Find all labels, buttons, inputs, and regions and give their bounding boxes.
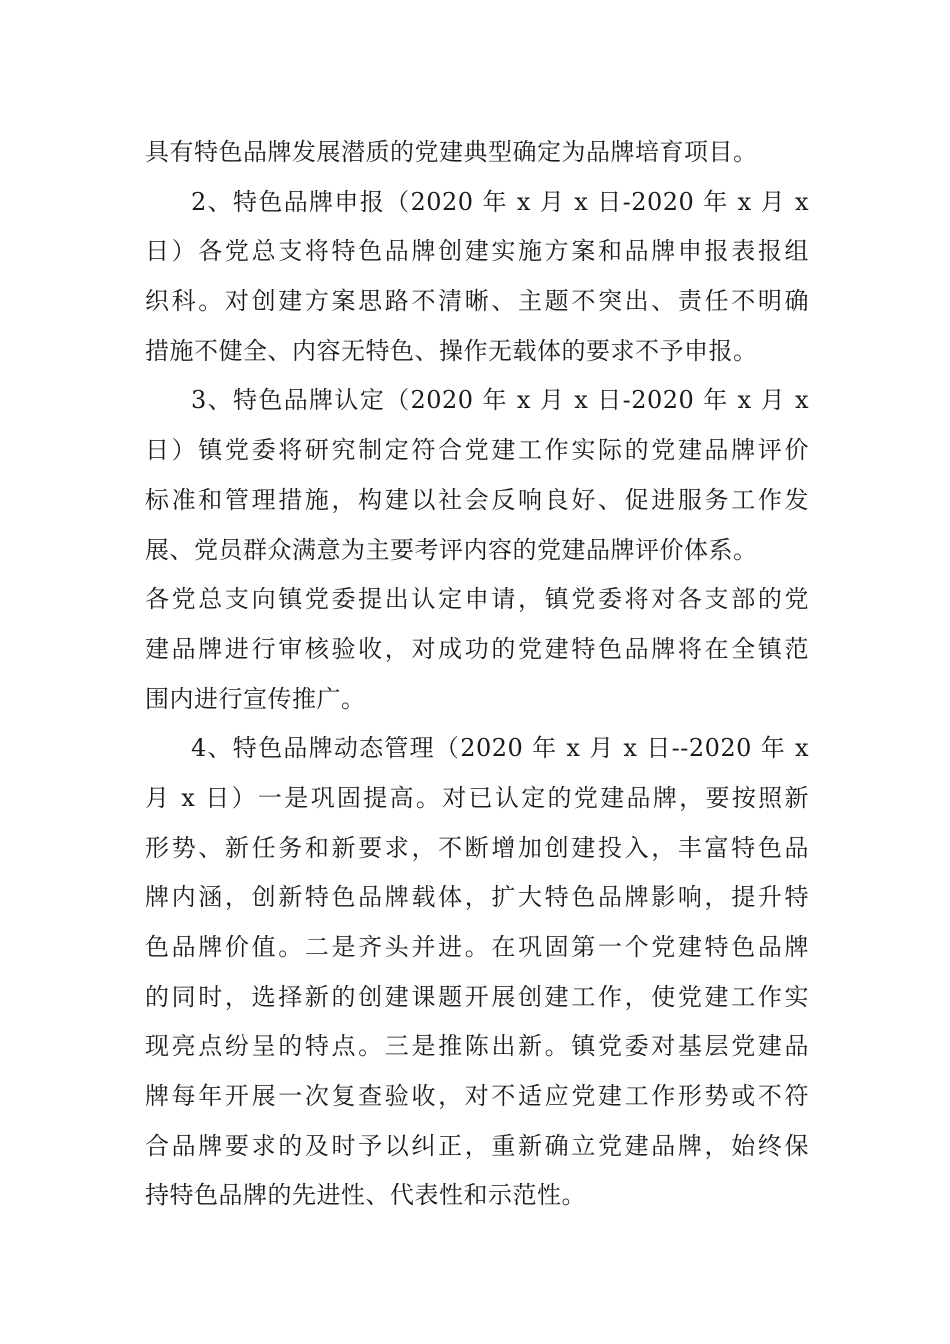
- text-line: 的同时，选择新的创建课题开展创建工作，使党建工作实: [145, 982, 809, 1011]
- text-line: 色品牌价值。二是齐头并进。在巩固第一个党建特色品牌: [145, 933, 809, 961]
- document-page: [145, 128, 809, 1221]
- text-line: 合品牌要求的及时予以纠正，重新确立党建品牌，始终保: [145, 1131, 809, 1160]
- text-line: 形势、新任务和新要求，不断增加创建投入，丰富特色品: [145, 833, 809, 862]
- text-line: 各党总支向镇党委提出认定申请，镇党委将对各支部的党: [145, 585, 809, 614]
- text-line: 牌内涵，创新特色品牌载体，扩大特色品牌影响，提升特: [145, 883, 809, 912]
- text-line: 2、特色品牌申报（2020 年 x 月 x 日-2020 年 x 月 x: [191, 187, 809, 216]
- text-line: 日）各党总支将特色品牌创建实施方案和品牌申报表报组: [145, 237, 809, 266]
- text-line: 3、特色品牌认定（2020 年 x 月 x 日-2020 年 x 月 x: [191, 386, 809, 415]
- text-line: 牌每年开展一次复查验收，对不适应党建工作形势或不符: [145, 1082, 809, 1111]
- text-line: 展、党员群众满意为主要考评内容的党建品牌评价体系。: [145, 535, 758, 564]
- text-line: 日）镇党委将研究制定符合党建工作实际的党建品牌评价: [145, 436, 809, 465]
- text-line: 具有特色品牌发展潜质的党建典型确定为品牌培育项目。: [145, 138, 758, 166]
- text-line: 月 x 日）一是巩固提高。对已认定的党建品牌，要按照新: [145, 783, 809, 812]
- text-line: 围内进行宣传推广。: [145, 684, 366, 713]
- text-line: 现亮点纷呈的特点。三是推陈出新。镇党委对基层党建品: [145, 1032, 809, 1061]
- text-line: 4、特色品牌动态管理（2020 年 x 月 x 日--2020 年 x: [191, 734, 809, 763]
- text-line: 建品牌进行审核验收，对成功的党建特色品牌将在全镇范: [145, 634, 809, 663]
- text-line: 持特色品牌的先进性、代表性和示范性。: [145, 1181, 586, 1210]
- text-line: 标准和管理措施，构建以社会反响良好、促进服务工作发: [145, 485, 809, 514]
- text-line: 织科。对创建方案思路不清晰、主题不突出、责任不明确: [145, 287, 809, 316]
- text-line: 措施不健全、内容无特色、操作无载体的要求不予申报。: [145, 336, 758, 365]
